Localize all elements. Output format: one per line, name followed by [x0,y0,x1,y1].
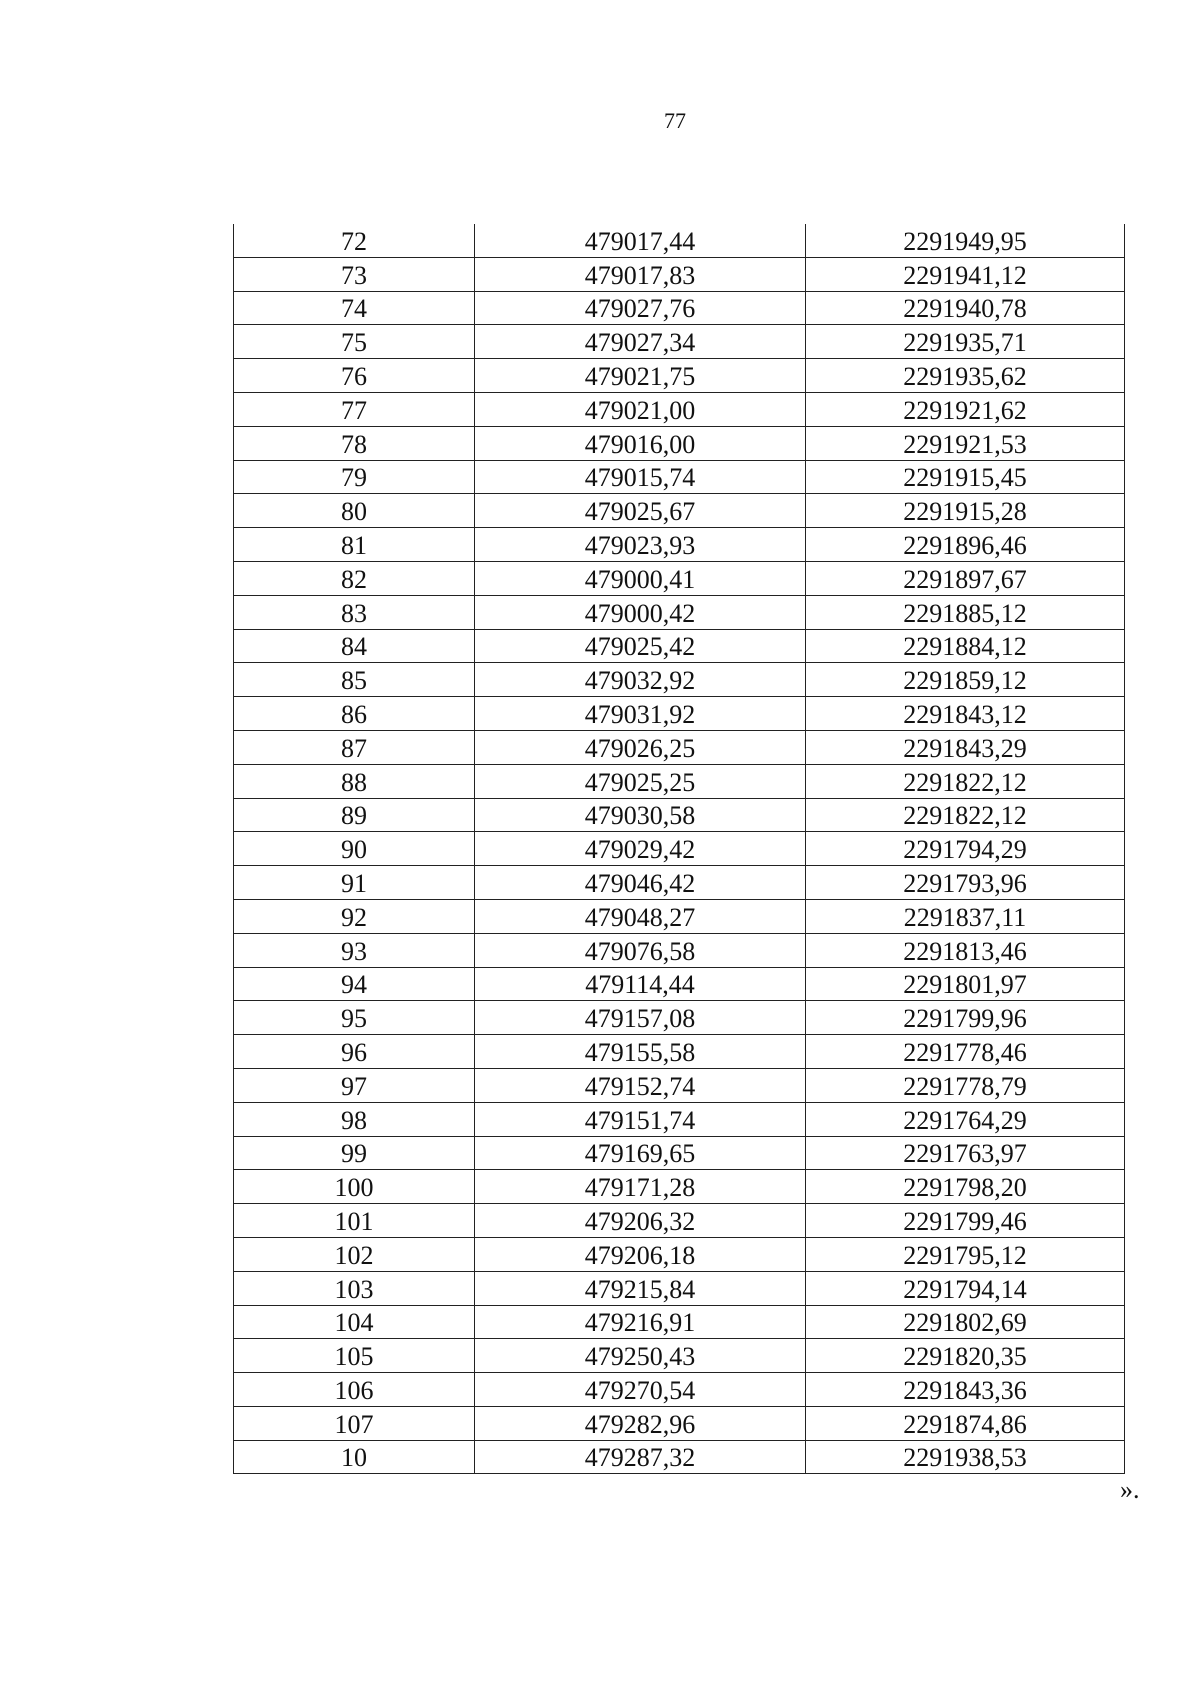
table-row [234,933,1125,967]
point-number-cell: 87 [234,730,475,764]
x-coordinate-cell: 479046,42 [475,866,806,900]
y-coordinate-cell: 2291794,14 [806,1271,1125,1305]
point-number-cell: 101 [234,1204,475,1238]
x-coordinate-cell: 479017,83 [475,257,806,291]
x-coordinate-cell: 479025,25 [475,764,806,798]
table-row [234,967,1125,1001]
table-row [234,426,1125,460]
point-number-cell: 79 [234,460,475,494]
point-number-cell: 91 [234,866,475,900]
page-number: 77 [664,108,686,133]
x-coordinate-cell: 479026,25 [475,730,806,764]
x-coordinate-cell: 479151,74 [475,1102,806,1136]
point-number-cell: 99 [234,1136,475,1170]
x-coordinate-cell: 479215,84 [475,1271,806,1305]
y-coordinate-cell: 2291884,12 [806,629,1125,663]
point-number-cell: 98 [234,1102,475,1136]
table-row [234,325,1125,359]
point-number-cell: 77 [234,392,475,426]
y-coordinate-cell: 2291764,29 [806,1102,1125,1136]
point-number-cell: 83 [234,595,475,629]
point-number-cell: 104 [234,1305,475,1339]
point-number-cell: 100 [234,1170,475,1204]
table-row [234,866,1125,900]
y-coordinate-cell: 2291921,62 [806,392,1125,426]
x-coordinate-cell: 479023,93 [475,528,806,562]
table-row [234,1237,1125,1271]
point-number-cell: 81 [234,528,475,562]
x-coordinate-cell: 479030,58 [475,798,806,832]
table-row [234,1406,1125,1440]
x-coordinate-cell: 479152,74 [475,1068,806,1102]
table-row [234,730,1125,764]
y-coordinate-cell: 2291794,29 [806,832,1125,866]
point-number-cell: 78 [234,426,475,460]
table-row [234,1373,1125,1407]
x-coordinate-cell: 479015,74 [475,460,806,494]
point-number-cell: 74 [234,291,475,325]
x-coordinate-cell: 479032,92 [475,663,806,697]
x-coordinate-cell: 479282,96 [475,1406,806,1440]
point-number-cell: 84 [234,629,475,663]
table-row [234,764,1125,798]
x-coordinate-cell: 479000,41 [475,561,806,595]
x-coordinate-cell: 479206,18 [475,1237,806,1271]
table-row [234,1102,1125,1136]
x-coordinate-cell: 479025,67 [475,494,806,528]
x-coordinate-cell: 479021,75 [475,359,806,393]
y-coordinate-cell: 2291801,97 [806,967,1125,1001]
x-coordinate-cell: 479270,54 [475,1373,806,1407]
table-row [234,899,1125,933]
table-row [234,798,1125,832]
x-coordinate-cell: 479017,44 [475,224,806,257]
point-number-cell: 105 [234,1339,475,1373]
y-coordinate-cell: 2291822,12 [806,798,1125,832]
y-coordinate-cell: 2291935,71 [806,325,1125,359]
point-number-cell: 85 [234,663,475,697]
table-row [234,494,1125,528]
x-coordinate-cell: 479025,42 [475,629,806,663]
table-row [234,1001,1125,1035]
y-coordinate-cell: 2291795,12 [806,1237,1125,1271]
table-row [234,460,1125,494]
point-number-cell: 89 [234,798,475,832]
x-coordinate-cell: 479048,27 [475,899,806,933]
point-number-cell: 95 [234,1001,475,1035]
table-row [234,359,1125,393]
y-coordinate-cell: 2291802,69 [806,1305,1125,1339]
point-number-cell: 80 [234,494,475,528]
point-number-cell: 107 [234,1406,475,1440]
table-row [234,663,1125,697]
point-number-cell: 102 [234,1237,475,1271]
table-row [234,1305,1125,1339]
table-row [234,1068,1125,1102]
table-row [234,528,1125,562]
x-coordinate-cell: 479027,76 [475,291,806,325]
table-row [234,224,1125,257]
y-coordinate-cell: 2291915,45 [806,460,1125,494]
x-coordinate-cell: 479250,43 [475,1339,806,1373]
y-coordinate-cell: 2291837,11 [806,899,1125,933]
table-row [234,392,1125,426]
table-row [234,832,1125,866]
table-row [234,1035,1125,1069]
table-row [234,561,1125,595]
point-number-cell: 82 [234,561,475,595]
table-row [234,1204,1125,1238]
y-coordinate-cell: 2291822,12 [806,764,1125,798]
x-coordinate-cell: 479171,28 [475,1170,806,1204]
y-coordinate-cell: 2291813,46 [806,933,1125,967]
y-coordinate-cell: 2291763,97 [806,1136,1125,1170]
x-coordinate-cell: 479157,08 [475,1001,806,1035]
y-coordinate-cell: 2291843,29 [806,730,1125,764]
x-coordinate-cell: 479155,58 [475,1035,806,1069]
point-number-cell: 92 [234,899,475,933]
point-number-cell: 96 [234,1035,475,1069]
table-row [234,595,1125,629]
y-coordinate-cell: 2291778,79 [806,1068,1125,1102]
point-number-cell: 97 [234,1068,475,1102]
x-coordinate-cell: 479216,91 [475,1305,806,1339]
y-coordinate-cell: 2291938,53 [806,1440,1125,1474]
point-number-cell: 76 [234,359,475,393]
point-number-cell: 106 [234,1373,475,1407]
y-coordinate-cell: 2291940,78 [806,291,1125,325]
y-coordinate-cell: 2291921,53 [806,426,1125,460]
y-coordinate-cell: 2291897,67 [806,561,1125,595]
y-coordinate-cell: 2291915,28 [806,494,1125,528]
point-number-cell: 10 [234,1440,475,1474]
x-coordinate-cell: 479029,42 [475,832,806,866]
point-number-cell: 103 [234,1271,475,1305]
point-number-cell: 94 [234,967,475,1001]
x-coordinate-cell: 479027,34 [475,325,806,359]
coordinates-table [233,224,1125,1474]
y-coordinate-cell: 2291799,46 [806,1204,1125,1238]
x-coordinate-cell: 479021,00 [475,392,806,426]
point-number-cell: 93 [234,933,475,967]
point-number-cell: 72 [234,224,475,257]
y-coordinate-cell: 2291798,20 [806,1170,1125,1204]
y-coordinate-cell: 2291874,86 [806,1406,1125,1440]
point-number-cell: 75 [234,325,475,359]
y-coordinate-cell: 2291941,12 [806,257,1125,291]
x-coordinate-cell: 479000,42 [475,595,806,629]
table-row [234,1339,1125,1373]
y-coordinate-cell: 2291820,35 [806,1339,1125,1373]
y-coordinate-cell: 2291843,36 [806,1373,1125,1407]
x-coordinate-cell: 479076,58 [475,933,806,967]
x-coordinate-cell: 479287,32 [475,1440,806,1474]
y-coordinate-cell: 2291935,62 [806,359,1125,393]
y-coordinate-cell: 2291793,96 [806,866,1125,900]
point-number-cell: 90 [234,832,475,866]
table-row [234,1271,1125,1305]
y-coordinate-cell: 2291896,46 [806,528,1125,562]
y-coordinate-cell: 2291799,96 [806,1001,1125,1035]
point-number-cell: 73 [234,257,475,291]
table-row [234,697,1125,731]
table-row [234,291,1125,325]
x-coordinate-cell: 479206,32 [475,1204,806,1238]
x-coordinate-cell: 479031,92 [475,697,806,731]
closing-quote-mark: ». [1120,1475,1140,1504]
table-row [234,629,1125,663]
point-number-cell: 88 [234,764,475,798]
x-coordinate-cell: 479016,00 [475,426,806,460]
table-row [234,1136,1125,1170]
table-row [234,1170,1125,1204]
x-coordinate-cell: 479114,44 [475,967,806,1001]
y-coordinate-cell: 2291859,12 [806,663,1125,697]
y-coordinate-cell: 2291778,46 [806,1035,1125,1069]
y-coordinate-cell: 2291843,12 [806,697,1125,731]
point-number-cell: 86 [234,697,475,731]
x-coordinate-cell: 479169,65 [475,1136,806,1170]
table-row [234,1440,1125,1474]
y-coordinate-cell: 2291949,95 [806,224,1125,257]
y-coordinate-cell: 2291885,12 [806,595,1125,629]
coordinates-table-body [234,224,1125,1474]
table-row [234,257,1125,291]
